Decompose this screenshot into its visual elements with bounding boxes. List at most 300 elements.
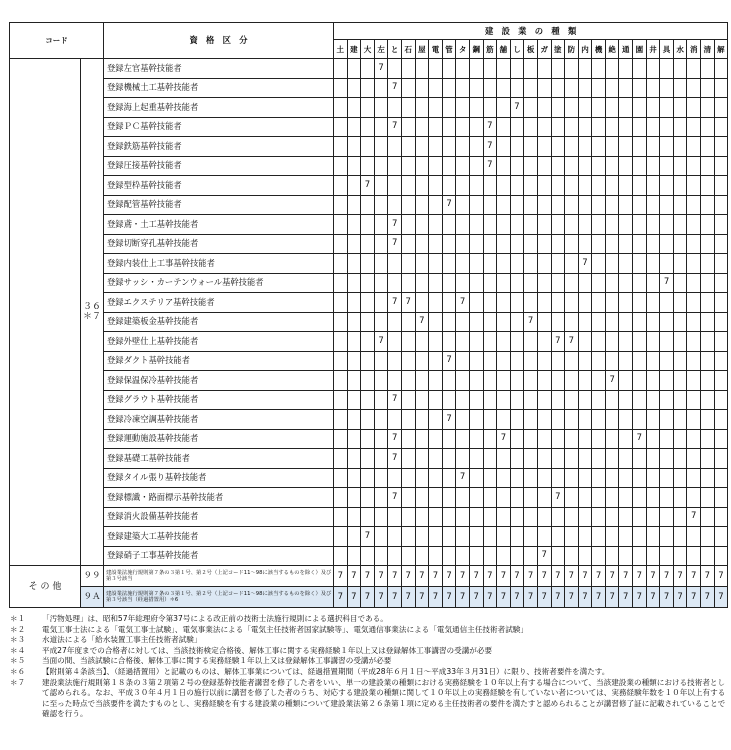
empty-cell [619,351,633,371]
empty-cell [347,488,361,508]
empty-cell [388,137,402,157]
empty-cell [633,449,647,469]
empty-cell [483,468,497,488]
empty-cell [537,195,551,215]
qualification-row [10,507,728,527]
qualification-name: 登録鉄筋基幹技能者 [104,137,334,157]
mark-cell: 7 [687,507,701,527]
qualification-name: 登録切断穿孔基幹技能者 [104,234,334,254]
empty-cell [347,351,361,371]
qualification-row [10,468,728,488]
empty-cell [456,429,470,449]
empty-cell [701,215,715,235]
empty-cell [687,410,701,430]
empty-cell [646,468,660,488]
empty-cell [497,137,511,157]
mark-cell: 7 [537,587,551,608]
empty-cell [701,488,715,508]
empty-cell [429,488,443,508]
empty-cell [469,410,483,430]
mark-cell: 7 [646,587,660,608]
empty-cell [701,254,715,274]
mark-cell: 7 [537,546,551,566]
empty-cell [687,176,701,196]
qualification-name: 登録外壁仕上基幹技能者 [104,332,334,352]
empty-cell [388,332,402,352]
empty-cell [714,390,728,410]
mark-cell: 7 [456,293,470,313]
mark-cell: 7 [605,587,619,608]
mark-cell: 7 [578,254,592,274]
empty-cell [605,488,619,508]
empty-cell [619,293,633,313]
empty-cell [483,273,497,293]
empty-cell [605,293,619,313]
empty-cell [524,234,538,254]
empty-cell [605,449,619,469]
empty-cell [592,59,606,79]
mark-cell: 7 [687,587,701,608]
mark-cell: 7 [483,566,497,587]
empty-cell [619,215,633,235]
empty-cell [401,156,415,176]
qualification-name: 登録ダクト基幹技能者 [104,351,334,371]
header-qualification: 資 格 区 分 [104,23,334,59]
empty-cell [565,78,579,98]
empty-cell [605,390,619,410]
empty-cell [660,156,674,176]
empty-cell [687,449,701,469]
empty-cell [374,371,388,391]
empty-cell [497,468,511,488]
empty-cell [701,78,715,98]
empty-cell [442,468,456,488]
empty-cell [633,312,647,332]
empty-cell [605,312,619,332]
empty-cell [510,488,524,508]
empty-cell [334,195,348,215]
empty-cell [551,137,565,157]
empty-cell [415,234,429,254]
mark-cell: 7 [660,566,674,587]
empty-cell [619,546,633,566]
qualification-name: 登録型枠基幹技能者 [104,176,334,196]
industry-header-cell: 内 [578,40,592,59]
empty-cell [551,215,565,235]
empty-cell [619,156,633,176]
empty-cell [660,527,674,547]
empty-cell [415,468,429,488]
empty-cell [524,449,538,469]
empty-cell [551,195,565,215]
empty-cell [673,137,687,157]
industry-header-cell: 左 [374,40,388,59]
empty-cell [673,254,687,274]
industry-header-cell: 水 [673,40,687,59]
empty-cell [334,293,348,313]
empty-cell [347,546,361,566]
empty-cell [510,215,524,235]
empty-cell [469,449,483,469]
empty-cell [605,410,619,430]
empty-cell [483,429,497,449]
empty-cell [442,98,456,118]
empty-cell [456,410,470,430]
empty-cell [578,117,592,137]
empty-cell [646,410,660,430]
qualification-row [10,98,728,118]
empty-cell [334,390,348,410]
mark-cell: 7 [401,566,415,587]
empty-cell [483,78,497,98]
empty-cell [646,507,660,527]
empty-cell [578,137,592,157]
empty-cell [524,59,538,79]
empty-cell [483,488,497,508]
empty-cell [415,546,429,566]
empty-cell [469,215,483,235]
empty-cell [483,507,497,527]
empty-cell [565,59,579,79]
header-code: コード [10,23,104,59]
empty-cell [565,293,579,313]
empty-cell [456,215,470,235]
empty-cell [347,410,361,430]
empty-cell [701,176,715,196]
empty-cell [456,488,470,508]
empty-cell [619,312,633,332]
empty-cell [401,449,415,469]
empty-cell [347,254,361,274]
empty-cell [429,117,443,137]
empty-cell [429,215,443,235]
empty-cell [510,59,524,79]
empty-cell [483,351,497,371]
empty-cell [347,117,361,137]
empty-cell [701,429,715,449]
empty-cell [673,273,687,293]
mark-cell: 7 [633,587,647,608]
empty-cell [660,117,674,137]
empty-cell [510,293,524,313]
empty-cell [687,332,701,352]
empty-cell [401,215,415,235]
empty-cell [442,371,456,391]
empty-cell [469,254,483,274]
empty-cell [687,546,701,566]
empty-cell [714,351,728,371]
empty-cell [497,59,511,79]
empty-cell [510,449,524,469]
empty-cell [374,507,388,527]
empty-cell [347,137,361,157]
qualification-name: 登録左官基幹技能者 [104,59,334,79]
empty-cell [347,156,361,176]
empty-cell [456,176,470,196]
empty-cell [469,527,483,547]
empty-cell [578,176,592,196]
empty-cell [469,351,483,371]
empty-cell [415,137,429,157]
empty-cell [537,137,551,157]
empty-cell [660,546,674,566]
empty-cell [592,351,606,371]
empty-cell [442,527,456,547]
empty-cell [334,312,348,332]
empty-cell [673,59,687,79]
empty-cell [646,429,660,449]
mark-cell: 7 [687,566,701,587]
mark-cell: 7 [374,59,388,79]
footnote-text: 電気工事士法による「電気工事士試験」、電気事業法による「電気主任技術者国家試験等」、電気通信事業法による「電気通信主任技術者試験」 [42,624,528,634]
mark-cell: 7 [388,488,402,508]
empty-cell [687,351,701,371]
empty-cell [334,371,348,391]
empty-cell [537,371,551,391]
empty-cell [646,546,660,566]
empty-cell [347,215,361,235]
empty-cell [660,254,674,274]
qualification-name: 登録ＰＣ基幹技能者 [104,117,334,137]
empty-cell [415,254,429,274]
empty-cell [578,98,592,118]
empty-cell [361,312,375,332]
industry-header-cell: ガ [537,40,551,59]
empty-cell [592,137,606,157]
empty-cell [401,371,415,391]
qualification-row [10,527,728,547]
empty-cell [605,468,619,488]
qualification-name: 登録硝子工事基幹技能者 [104,546,334,566]
empty-cell [565,546,579,566]
empty-cell [524,215,538,235]
empty-cell [374,293,388,313]
empty-cell [347,371,361,391]
empty-cell [578,390,592,410]
mark-cell: 7 [429,566,443,587]
empty-cell [361,137,375,157]
empty-cell [429,332,443,352]
empty-cell [633,390,647,410]
empty-cell [605,351,619,371]
empty-cell [592,449,606,469]
empty-cell [524,527,538,547]
empty-cell [565,488,579,508]
qualification-name: 登録建築大工基幹技能者 [104,527,334,547]
mark-cell: 7 [374,332,388,352]
empty-cell [361,351,375,371]
empty-cell [510,273,524,293]
qualification-row [10,390,728,410]
qualification-name: 登録機械土工基幹技能者 [104,78,334,98]
empty-cell [701,98,715,118]
qualification-table [9,22,728,608]
empty-cell [660,390,674,410]
empty-cell [619,176,633,196]
empty-cell [633,488,647,508]
empty-cell [456,527,470,547]
mark-cell: 7 [578,566,592,587]
empty-cell [687,371,701,391]
empty-cell [497,195,511,215]
empty-cell [429,156,443,176]
empty-cell [401,254,415,274]
empty-cell [592,410,606,430]
empty-cell [551,98,565,118]
empty-cell [578,312,592,332]
empty-cell [633,351,647,371]
empty-cell [646,117,660,137]
empty-cell [565,429,579,449]
empty-cell [497,273,511,293]
qualification-name: 登録グラウト基幹技能者 [104,390,334,410]
empty-cell [714,59,728,79]
empty-cell [633,293,647,313]
industry-header-cell: 井 [646,40,660,59]
empty-cell [388,98,402,118]
empty-cell [483,234,497,254]
mark-cell: 7 [388,78,402,98]
empty-cell [401,78,415,98]
empty-cell [469,176,483,196]
empty-cell [347,507,361,527]
empty-cell [687,117,701,137]
empty-cell [578,59,592,79]
empty-cell [374,429,388,449]
empty-cell [374,254,388,274]
empty-cell [415,429,429,449]
empty-cell [646,332,660,352]
empty-cell [497,527,511,547]
empty-cell [592,332,606,352]
empty-cell [701,137,715,157]
qualification-row [10,429,728,449]
empty-cell [415,371,429,391]
empty-cell [388,254,402,274]
empty-cell [578,371,592,391]
empty-cell [510,527,524,547]
empty-cell [619,78,633,98]
empty-cell [429,351,443,371]
empty-cell [429,527,443,547]
empty-cell [510,78,524,98]
empty-cell [524,488,538,508]
empty-cell [361,371,375,391]
empty-cell [510,410,524,430]
empty-cell [524,468,538,488]
empty-cell [429,410,443,430]
empty-cell [646,78,660,98]
mark-cell: 7 [401,293,415,313]
empty-cell [619,488,633,508]
empty-cell [592,371,606,391]
industry-header-cell: 大 [361,40,375,59]
mark-cell: 7 [578,587,592,608]
mark-cell: 7 [701,587,715,608]
mark-cell: 7 [551,587,565,608]
empty-cell [714,488,728,508]
empty-cell [714,195,728,215]
industry-header-cell: 解 [714,40,728,59]
empty-cell [415,332,429,352]
footnote-mark: ＊６ [10,666,26,676]
empty-cell [701,293,715,313]
empty-cell [361,156,375,176]
empty-cell [551,59,565,79]
mark-cell: 7 [660,587,674,608]
mark-cell: 7 [551,488,565,508]
empty-cell [361,59,375,79]
qualification-name: 登録冷凍空調基幹技能者 [104,410,334,430]
empty-cell [687,527,701,547]
empty-cell [388,156,402,176]
empty-cell [415,351,429,371]
empty-cell [347,429,361,449]
empty-cell [456,546,470,566]
empty-cell [388,351,402,371]
empty-cell [660,371,674,391]
industry-header-cell: 通 [619,40,633,59]
empty-cell [334,273,348,293]
qualification-row [10,410,728,430]
qualification-row [10,293,728,313]
empty-cell [673,195,687,215]
mark-cell: 7 [497,429,511,449]
qualification-row [10,312,728,332]
empty-cell [361,546,375,566]
empty-cell [442,293,456,313]
empty-cell [578,468,592,488]
empty-cell [565,254,579,274]
empty-cell [361,468,375,488]
empty-cell [701,195,715,215]
empty-cell [592,156,606,176]
mark-cell: 7 [673,566,687,587]
empty-cell [537,468,551,488]
empty-cell [524,117,538,137]
empty-cell [483,546,497,566]
empty-cell [524,78,538,98]
mark-cell: 7 [633,429,647,449]
empty-cell [673,78,687,98]
empty-cell [469,98,483,118]
footnote-text: 平成27年度までの合格者に対しては、当該技術検定合格後、解体工事に関する実務経験１年以上又は登録解体工事講習の受講が必要 [42,645,493,655]
empty-cell [714,312,728,332]
empty-cell [456,195,470,215]
empty-cell [334,137,348,157]
industry-header-cell: 防 [565,40,579,59]
empty-cell [619,195,633,215]
empty-cell [660,468,674,488]
empty-cell [388,195,402,215]
empty-cell [605,507,619,527]
empty-cell [714,156,728,176]
empty-cell [673,546,687,566]
empty-cell [510,156,524,176]
empty-cell [646,351,660,371]
empty-cell [537,156,551,176]
empty-cell [429,78,443,98]
empty-cell [510,429,524,449]
empty-cell [633,215,647,235]
empty-cell [565,176,579,196]
mark-cell: 7 [592,566,606,587]
empty-cell [687,137,701,157]
empty-cell [456,234,470,254]
empty-cell [565,215,579,235]
empty-cell [497,215,511,235]
empty-cell [510,195,524,215]
